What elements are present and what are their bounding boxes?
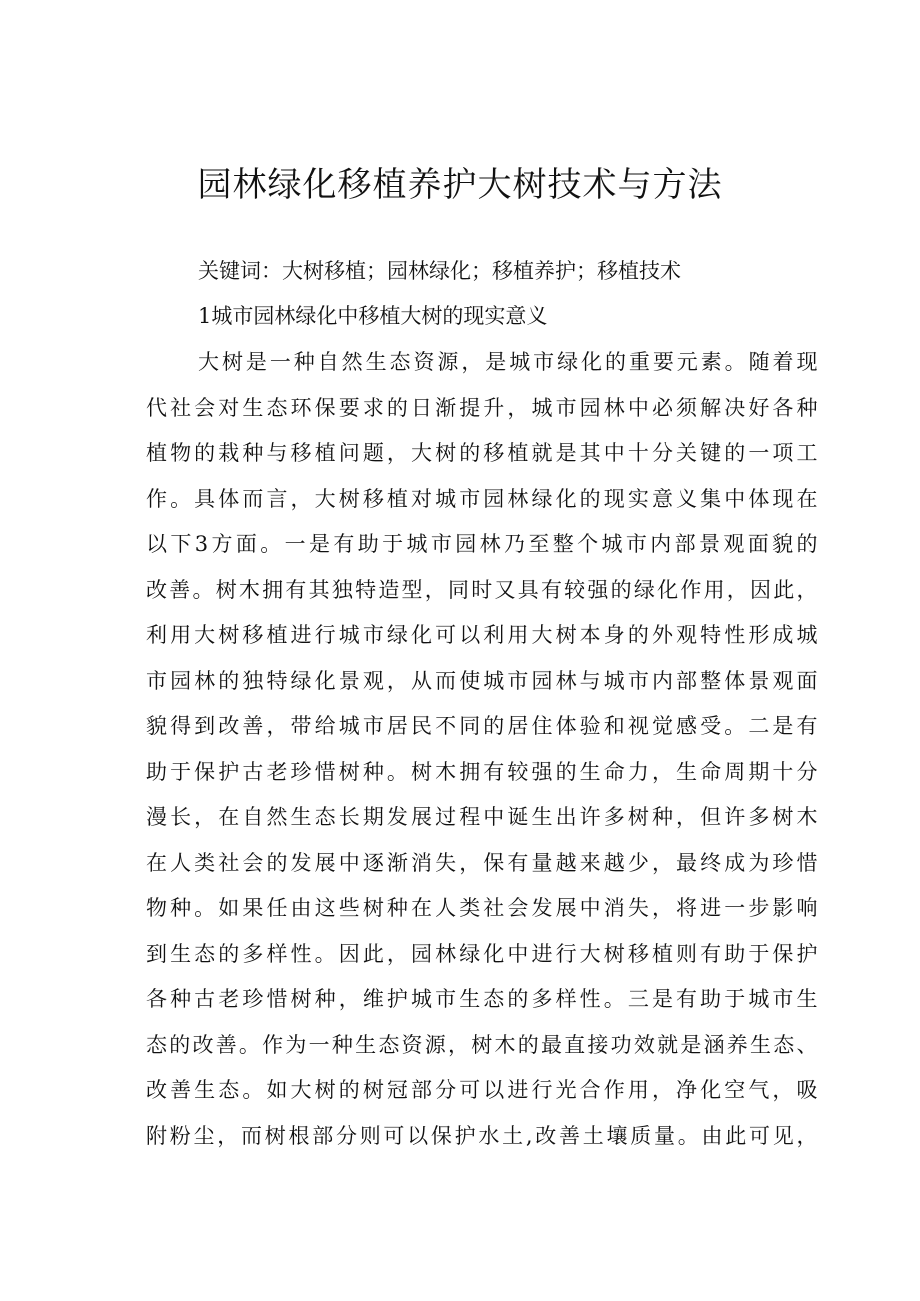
paragraph-line: 在人类社会的发展中逐渐消失，保有量越来越少，最终成为珍惜 [146,850,818,875]
paragraph-line: 改善。树木拥有其独特造型，同时又具有较强的绿化作用，因此， [146,577,818,602]
paragraph-line: 以下3方面。一是有助于城市园林乃至整个城市内部景观面貌的 [146,532,818,556]
paragraph-line: 大树是一种自然生态资源，是城市绿化的重要元素。随着现 [198,350,818,374]
paragraph-line: 作。具体而言，大树移植对城市园林绿化的现实意义集中体现在 [146,486,818,511]
paragraph-line: 市园林的独特绿化景观，从而使城市园林与城市内部整体景观面 [146,668,818,693]
paragraph-line: 各种古老珍惜树种，维护城市生态的多样性。三是有助于城市生 [146,987,818,1011]
paragraph-line: 代社会对生态环保要求的日渐提升，城市园林中必须解决好各种 [146,395,818,420]
body-paragraph [146,340,818,1159]
document-title: 园林绿化移植养护大树技术与方法 [197,165,723,205]
paragraph-line: 改善生态。如大树的树冠部分可以进行光合作用，净化空气，吸 [146,1078,818,1102]
paragraph-line: 助于保护古老珍惜树种。树木拥有较强的生命力，生命周期十分 [146,759,818,784]
paragraph-line: 态的改善。作为一种生态资源，树木的最直接功效就是涵养生态、 [146,1032,818,1057]
paragraph-line: 植物的栽种与移植问题，大树的移植就是其中十分关键的一项工 [146,441,818,465]
paragraph-line: 物种。如果任由这些树种在人类社会发展中消失，将进一步影响 [146,896,818,920]
paragraph-line: 利用大树移植进行城市绿化可以利用大树本身的外观特性形成城 [146,623,818,647]
section-heading: 1城市园林绿化中移植大树的现实意义 [198,304,548,328]
keywords-line: 关键词：大树移植；园林绿化；移植养护；移植技术 [198,259,681,283]
paragraph-line: 貌得到改善，带给城市居民不同的居住体验和视觉感受。二是有 [146,714,818,738]
paragraph-line: 附粉尘，而树根部分则可以保护水土,改善土壤质量。由此可见， [146,1123,818,1148]
paragraph-line: 漫长，在自然生态长期发展过程中诞生出许多树种，但许多树木 [146,805,818,829]
paragraph-line: 到生态的多样性。因此，园林绿化中进行大树移植则有助于保护 [146,941,818,966]
